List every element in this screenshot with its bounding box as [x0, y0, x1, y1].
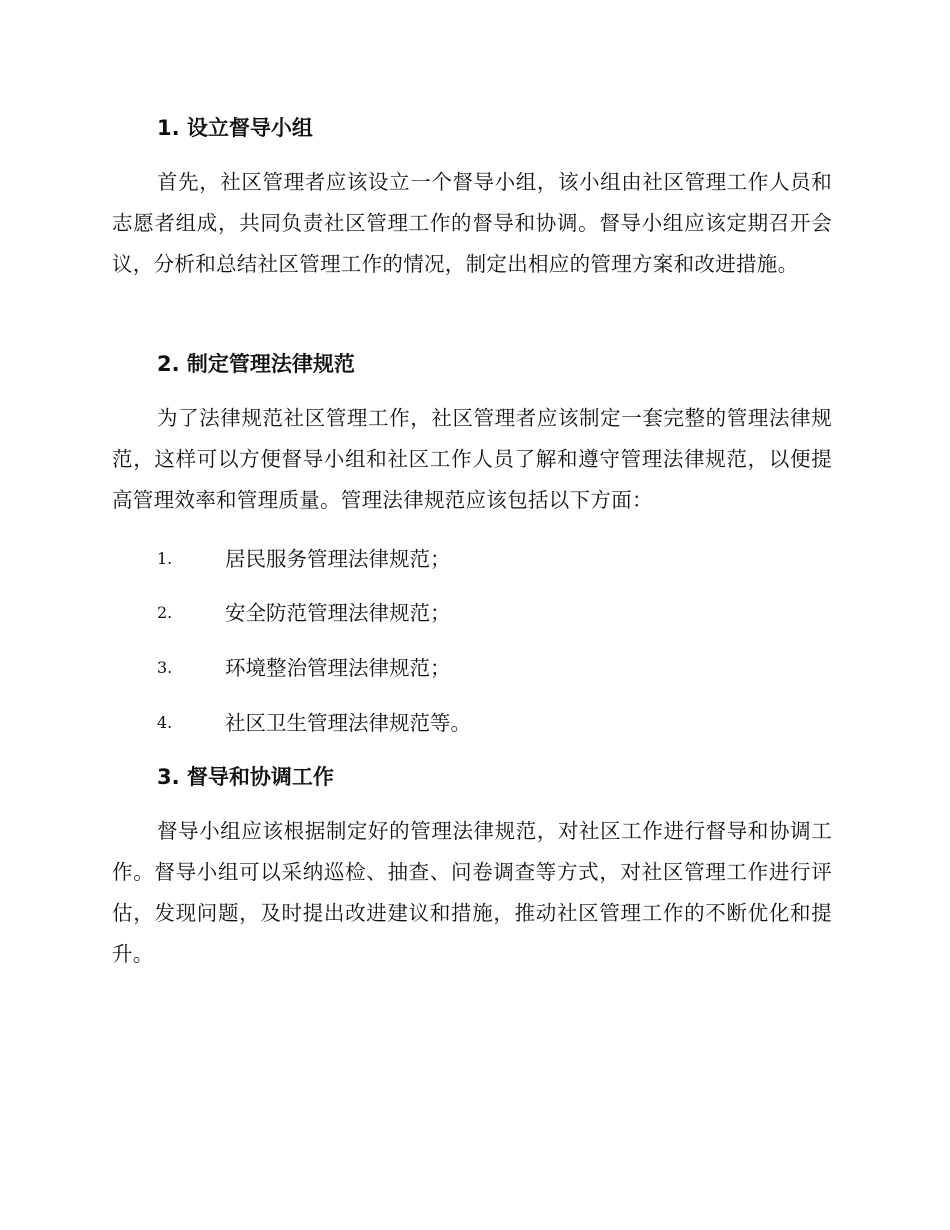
list-item-text: 环境整治管理法律规范；	[225, 656, 451, 680]
list-item	[157, 598, 757, 628]
list-item-text: 社区卫生管理法律规范等。	[225, 711, 471, 735]
section-paragraph-3: 督导小组应该根据制定好的管理法律规范，对社区工作进行督导和协调工作。督导小组可以采纳巡检、抽查、问卷调查等方式，对社区管理工作进行评估，发现问题，及时提出改进建议和措施，推动社区管理工作的不断优化和提升。	[112, 819, 832, 966]
section-heading-2: 2. 制定管理法律规范	[157, 352, 355, 376]
section-heading-3: 3. 督导和协调工作	[157, 765, 334, 789]
list-item-number: 4.	[157, 713, 173, 732]
section-paragraph-2: 为了法律规范社区管理工作，社区管理者应该制定一套完整的管理法律规范，这样可以方便督导小组和社区工作人员了解和遵守管理法律规范，以便提高管理效率和管理质量。管理法律规范应该包括以下方面：	[112, 406, 832, 512]
list-item-number: 2.	[157, 603, 173, 622]
list-item	[157, 708, 757, 738]
list-item-text: 居民服务管理法律规范；	[225, 547, 451, 571]
section-paragraph-1: 首先，社区管理者应该设立一个督导小组，该小组由社区管理工作人员和志愿者组成，共同负责社区管理工作的督导和协调。督导小组应该定期召开会议，分析和总结社区管理工作的情况，制定出相应的管理方案和改进措施。	[112, 170, 832, 276]
section-heading-1: 1. 设立督导小组	[157, 116, 313, 140]
list-item	[157, 653, 757, 683]
list-item-text: 安全防范管理法律规范；	[225, 601, 451, 625]
list-item-number: 1.	[157, 549, 173, 568]
list-item	[157, 544, 757, 574]
list-item-number: 3.	[157, 658, 173, 677]
